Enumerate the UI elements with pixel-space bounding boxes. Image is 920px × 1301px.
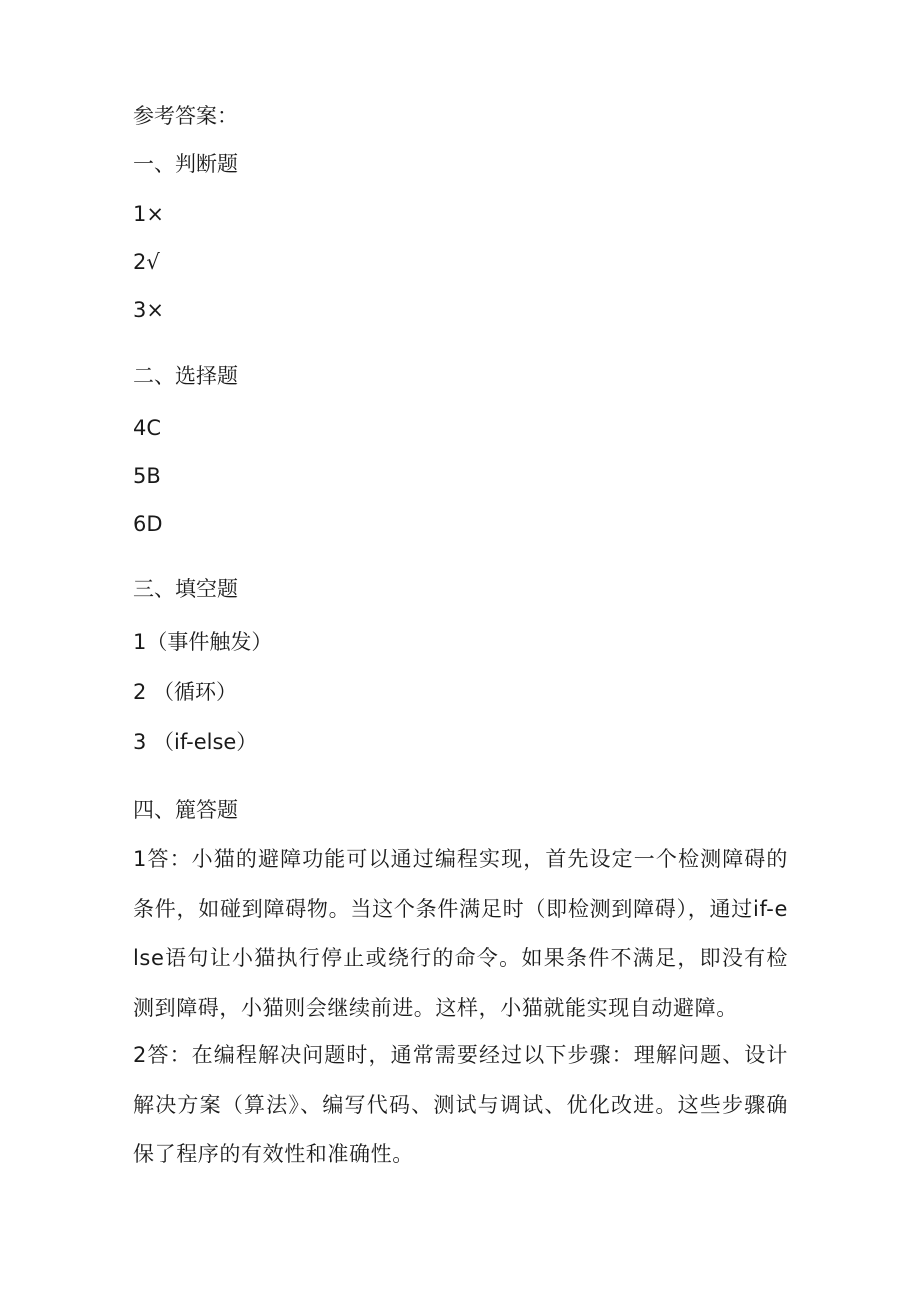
- document-title: 参考答案：: [133, 104, 238, 128]
- section-heading-fill-in: 三、填空题: [133, 577, 238, 601]
- answer-item: 1（事件触发）: [133, 630, 273, 654]
- answer-item: 1×: [133, 202, 164, 226]
- answer-item: 3×: [133, 298, 164, 322]
- answer-item: 2 （循环）: [133, 680, 238, 704]
- answer-item: 2√: [133, 250, 160, 274]
- short-answer-paragraph: 2答：在编程解决问题时，通常需要经过以下步骤：理解问题、设计解决方案（算法》、编写代码、测试与调试、优化改进。这些步骤确保了程序的有效性和准确性。: [133, 1043, 788, 1166]
- short-answer-paragraph: 1答：小猫的避障功能可以通过编程实现，首先设定一个检测障碍的条件，如碰到障碍物。当这个条件满足时（即检测到障碍），通过if-else语句让小猫执行停止或绕行的命令。如果条件不满足，即没有检测到障碍，小猫则会继续前进。这样，小猫就能实现自动避障。: [133, 847, 788, 1020]
- section-heading-short-answer: 四、簏答题: [133, 798, 238, 822]
- section-heading-true-false: 一、判断题: [133, 152, 238, 176]
- answer-item: 3 （if-else）: [133, 730, 258, 754]
- answer-item: 4C: [133, 416, 162, 440]
- answer-item: 5B: [133, 464, 161, 488]
- section-heading-multiple-choice: 二、选择题: [133, 364, 238, 388]
- answer-item: 6D: [133, 512, 163, 536]
